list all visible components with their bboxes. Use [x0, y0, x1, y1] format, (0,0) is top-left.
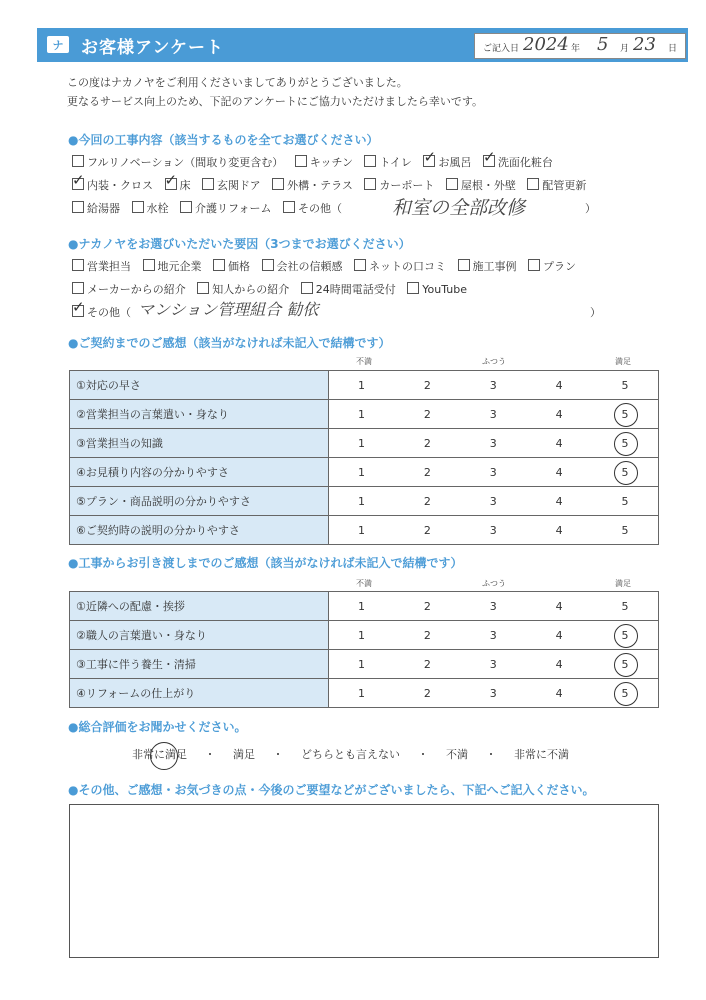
- intro-line-1: この度はナカノヤをご利用くださいましてありがとうございました。: [67, 76, 408, 89]
- selected-circle-mark: [614, 403, 638, 427]
- rating-question: ⑤プラン・商品説明の分かりやすさ: [70, 487, 329, 516]
- checkbox-friend-referral[interactable]: [197, 282, 209, 294]
- option-interior[interactable]: ✓内装・クロス: [72, 179, 153, 192]
- checkbox-vanity[interactable]: [483, 155, 495, 167]
- rating-4[interactable]: 4: [526, 592, 592, 621]
- rating-4[interactable]: 4: [526, 400, 592, 429]
- option-plan[interactable]: プラン: [528, 260, 576, 273]
- rating-2[interactable]: 2: [394, 371, 460, 400]
- checkbox-trust[interactable]: [262, 259, 274, 271]
- table-row: [70, 371, 659, 400]
- rating-3[interactable]: 3: [460, 487, 526, 516]
- other-work-close: ）: [585, 202, 596, 215]
- checkbox-floor[interactable]: [165, 178, 177, 190]
- checkbox-carport[interactable]: [364, 178, 376, 190]
- checkbox-full-renovation[interactable]: [72, 155, 84, 167]
- table-row: [70, 429, 659, 458]
- option-other-work[interactable]: その他（: [283, 202, 342, 215]
- selected-circle-mark: [614, 653, 638, 677]
- rating-question: ④リフォームの仕上がり: [70, 679, 329, 708]
- rating-4[interactable]: 4: [526, 621, 592, 650]
- option-other-reason[interactable]: ✓その他（: [72, 306, 131, 319]
- table-row: [70, 400, 659, 429]
- checkbox-interior[interactable]: [72, 178, 84, 190]
- section-overall-title: ●総合評価をお聞かせください。: [68, 720, 247, 734]
- other-reason-close: ）: [590, 306, 601, 319]
- rating-1[interactable]: 1: [328, 487, 394, 516]
- rating-1[interactable]: 1: [328, 429, 394, 458]
- option-full-renovation[interactable]: フルリノベーション（間取り変更含む）: [72, 156, 283, 169]
- section-reason-title: ●ナカノヤをお選びいただいた要因（3つまでお選びください）: [68, 237, 411, 251]
- rating-5[interactable]: 5: [592, 487, 658, 516]
- rating-3[interactable]: 3: [460, 650, 526, 679]
- rating-3[interactable]: 3: [460, 400, 526, 429]
- overall-separator: ・: [272, 748, 284, 761]
- table-row: [70, 516, 659, 545]
- checkbox-care-reform[interactable]: [180, 201, 192, 213]
- rating-3[interactable]: 3: [460, 516, 526, 545]
- checkbox-24h-phone[interactable]: [301, 282, 313, 294]
- date-day: 23: [633, 34, 656, 55]
- rating-1[interactable]: 1: [328, 458, 394, 487]
- checkbox-local-company[interactable]: [143, 259, 155, 271]
- checkbox-other-reason[interactable]: [72, 305, 84, 317]
- rating-4[interactable]: 4: [526, 371, 592, 400]
- rating-question: ①近隣への配慮・挨拶: [70, 592, 329, 621]
- date-month-unit: 月: [620, 44, 630, 54]
- selected-circle-mark: [614, 432, 638, 456]
- contract-rating-table: [69, 370, 659, 545]
- rating-4[interactable]: 4: [526, 650, 592, 679]
- rating-3[interactable]: 3: [460, 592, 526, 621]
- option-floor[interactable]: ✓ 床: [165, 179, 191, 192]
- rating-4[interactable]: 4: [526, 487, 592, 516]
- table-row: [70, 487, 659, 516]
- rating-5[interactable]: 5: [592, 592, 658, 621]
- rating-5[interactable]: 5: [592, 371, 658, 400]
- rating-4[interactable]: 4: [526, 429, 592, 458]
- date-label: ご記入日: [483, 44, 520, 54]
- reason-row-2: [72, 281, 475, 297]
- option-entrance-door[interactable]: 玄関ドア: [202, 179, 261, 192]
- selected-circle-mark: [614, 624, 638, 648]
- checkbox-toilet[interactable]: [364, 155, 376, 167]
- checkbox-other-work[interactable]: [283, 201, 295, 213]
- rating-2[interactable]: 2: [394, 679, 460, 708]
- selected-circle-mark: [614, 461, 638, 485]
- rating-question: ⑥ご契約時の説明の分かりやすさ: [70, 516, 329, 545]
- rating-1[interactable]: 1: [328, 400, 394, 429]
- table-row: [70, 650, 659, 679]
- nakanoya-logo-icon: ナ: [47, 36, 69, 53]
- option-care-reform[interactable]: 介護リフォーム: [180, 202, 271, 215]
- date-day-unit: 日: [668, 44, 678, 54]
- checkbox-entrance-door[interactable]: [202, 178, 214, 190]
- rating-1[interactable]: 1: [328, 679, 394, 708]
- rating-3[interactable]: 3: [460, 621, 526, 650]
- table-row: [70, 621, 659, 650]
- scale-low: 不満: [356, 579, 372, 588]
- checkbox-exterior[interactable]: [272, 178, 284, 190]
- option-24h-phone[interactable]: 24時間電話受付: [301, 283, 396, 296]
- work-content-row-1: [72, 154, 561, 170]
- reason-row-1: [72, 258, 584, 274]
- rating-2[interactable]: 2: [394, 458, 460, 487]
- construction-rating-table: [69, 591, 659, 708]
- overall-option-neutral[interactable]: どちらとも言えない: [301, 748, 400, 761]
- checkbox-maker-referral[interactable]: [72, 282, 84, 294]
- checkbox-price[interactable]: [213, 259, 225, 271]
- rating-3[interactable]: 3: [460, 371, 526, 400]
- rating-question: ②職人の言葉遣い・身なり: [70, 621, 329, 650]
- rating-2[interactable]: 2: [394, 429, 460, 458]
- rating-2[interactable]: 2: [394, 621, 460, 650]
- rating-3[interactable]: 3: [460, 679, 526, 708]
- checkbox-sales-rep[interactable]: [72, 259, 84, 271]
- overall-separator: ・: [485, 748, 497, 761]
- option-price[interactable]: 価格: [213, 260, 250, 273]
- option-maker-referral[interactable]: メーカーからの紹介: [72, 283, 186, 296]
- scale-high: 満足: [615, 579, 631, 588]
- option-friend-referral[interactable]: 知人からの紹介: [197, 283, 289, 296]
- table-row: [70, 592, 659, 621]
- rating-2[interactable]: 2: [394, 400, 460, 429]
- option-net-reviews[interactable]: ネットの口コミ: [354, 260, 446, 273]
- rating-5[interactable]: 5: [592, 650, 658, 679]
- overall-option-very-dissatisfied[interactable]: 非常に不満: [514, 748, 569, 761]
- option-trust[interactable]: 会社の信頼感: [262, 260, 343, 273]
- checkbox-water-heater[interactable]: [72, 201, 84, 213]
- option-toilet[interactable]: トイレ: [364, 156, 411, 169]
- option-exterior[interactable]: 外構・テラス: [272, 179, 353, 192]
- option-carport[interactable]: カーポート: [364, 179, 434, 192]
- rating-5[interactable]: 5: [592, 458, 658, 487]
- work-content-row-2: [72, 177, 594, 193]
- rating-2[interactable]: 2: [394, 592, 460, 621]
- table-row: [70, 679, 659, 708]
- rating-5[interactable]: 5: [592, 621, 658, 650]
- option-kitchen[interactable]: キッチン: [295, 156, 353, 169]
- overall-options: [132, 746, 569, 762]
- option-bath[interactable]: ✓ お風呂: [423, 156, 471, 169]
- rating-3[interactable]: 3: [460, 429, 526, 458]
- intro-line-2: 更なるサービス向上のため、下記のアンケートにご協力いただけましたら幸いです。: [67, 95, 484, 108]
- rating-1[interactable]: 1: [328, 516, 394, 545]
- date-year-unit: 年: [571, 44, 581, 54]
- checkbox-roof[interactable]: [446, 178, 458, 190]
- rating-1[interactable]: 1: [328, 621, 394, 650]
- overall-option-satisfied[interactable]: 満足: [233, 748, 255, 761]
- checkbox-faucet[interactable]: [132, 201, 144, 213]
- comments-textarea[interactable]: [69, 804, 659, 958]
- option-faucet[interactable]: 水栓: [132, 202, 169, 215]
- table-row: [70, 458, 659, 487]
- scale-low: 不満: [356, 357, 372, 366]
- checkbox-plan[interactable]: [528, 259, 540, 271]
- section-construction-impression-title: ●工事からお引き渡しまでのご感想（該当がなければ未記入で結構です）: [68, 556, 463, 570]
- overall-separator: ・: [417, 748, 429, 761]
- rating-5[interactable]: 5: [592, 679, 658, 708]
- rating-4[interactable]: 4: [526, 458, 592, 487]
- rating-4[interactable]: 4: [526, 679, 592, 708]
- overall-option-dissatisfied[interactable]: 不満: [446, 748, 468, 761]
- rating-5[interactable]: 5: [592, 429, 658, 458]
- selected-circle-mark: [614, 682, 638, 706]
- rating-5[interactable]: 5: [592, 516, 658, 545]
- work-content-row-3: [72, 200, 350, 216]
- rating-question: ①対応の早さ: [70, 371, 329, 400]
- section-comments-title: ●その他、ご感想・お気づきの点・今後のご要望などがございましたら、下記へご記入ください。: [68, 783, 595, 797]
- selected-circle-mark: [150, 742, 178, 770]
- other-work-value[interactable]: 和室の全部改修: [392, 197, 526, 219]
- rating-question: ②営業担当の言葉遣い・身なり: [70, 400, 329, 429]
- option-roof[interactable]: 屋根・外壁: [446, 179, 516, 192]
- scale-mid: ふつう: [482, 579, 506, 588]
- date-month: 5: [597, 34, 609, 55]
- section-contract-impression-title: ●ご契約までのご感想（該当がなければ未記入で結構です）: [68, 336, 391, 350]
- rating-question: ③工事に伴う養生・清掃: [70, 650, 329, 679]
- rating-question: ④お見積り内容の分かりやすさ: [70, 458, 329, 487]
- option-vanity[interactable]: ✓ 洗面化粧台: [483, 156, 553, 169]
- option-piping[interactable]: 配管更新: [527, 179, 586, 192]
- section-work-content-title: ●今回の工事内容（該当するものを全てお選びください）: [68, 133, 379, 147]
- rating-2[interactable]: 2: [394, 487, 460, 516]
- rating-2[interactable]: 2: [394, 650, 460, 679]
- checkbox-net-reviews[interactable]: [354, 259, 366, 271]
- rating-1[interactable]: 1: [328, 650, 394, 679]
- checkbox-youtube[interactable]: [407, 282, 419, 294]
- checkbox-kitchen[interactable]: [295, 155, 307, 167]
- checkbox-piping[interactable]: [527, 178, 539, 190]
- rating-1[interactable]: 1: [328, 592, 394, 621]
- rating-4[interactable]: 4: [526, 516, 592, 545]
- reason-row-3: [72, 304, 139, 320]
- overall-separator: ・: [204, 748, 216, 761]
- rating-question: ③営業担当の知識: [70, 429, 329, 458]
- overall-option-very-satisfied[interactable]: 非常に満足: [132, 748, 187, 761]
- checkbox-bath[interactable]: [423, 155, 435, 167]
- option-case-studies[interactable]: 施工事例: [458, 260, 517, 273]
- rating-1[interactable]: 1: [328, 371, 394, 400]
- date-field[interactable]: [474, 33, 686, 59]
- option-sales-rep[interactable]: 営業担当: [72, 260, 131, 273]
- rating-2[interactable]: 2: [394, 516, 460, 545]
- rating-3[interactable]: 3: [460, 458, 526, 487]
- other-reason-value[interactable]: マンション管理組合 勧依: [138, 300, 319, 319]
- page-title: お客様アンケート: [81, 38, 224, 58]
- scale-high: 満足: [615, 357, 631, 366]
- checkbox-case-studies[interactable]: [458, 259, 470, 271]
- rating-5[interactable]: 5: [592, 400, 658, 429]
- option-water-heater[interactable]: 給湯器: [72, 202, 120, 215]
- option-local-company[interactable]: 地元企業: [143, 260, 202, 273]
- option-youtube[interactable]: YouTube: [407, 283, 467, 296]
- scale-mid: ふつう: [482, 357, 506, 366]
- date-year: 2024: [523, 34, 569, 55]
